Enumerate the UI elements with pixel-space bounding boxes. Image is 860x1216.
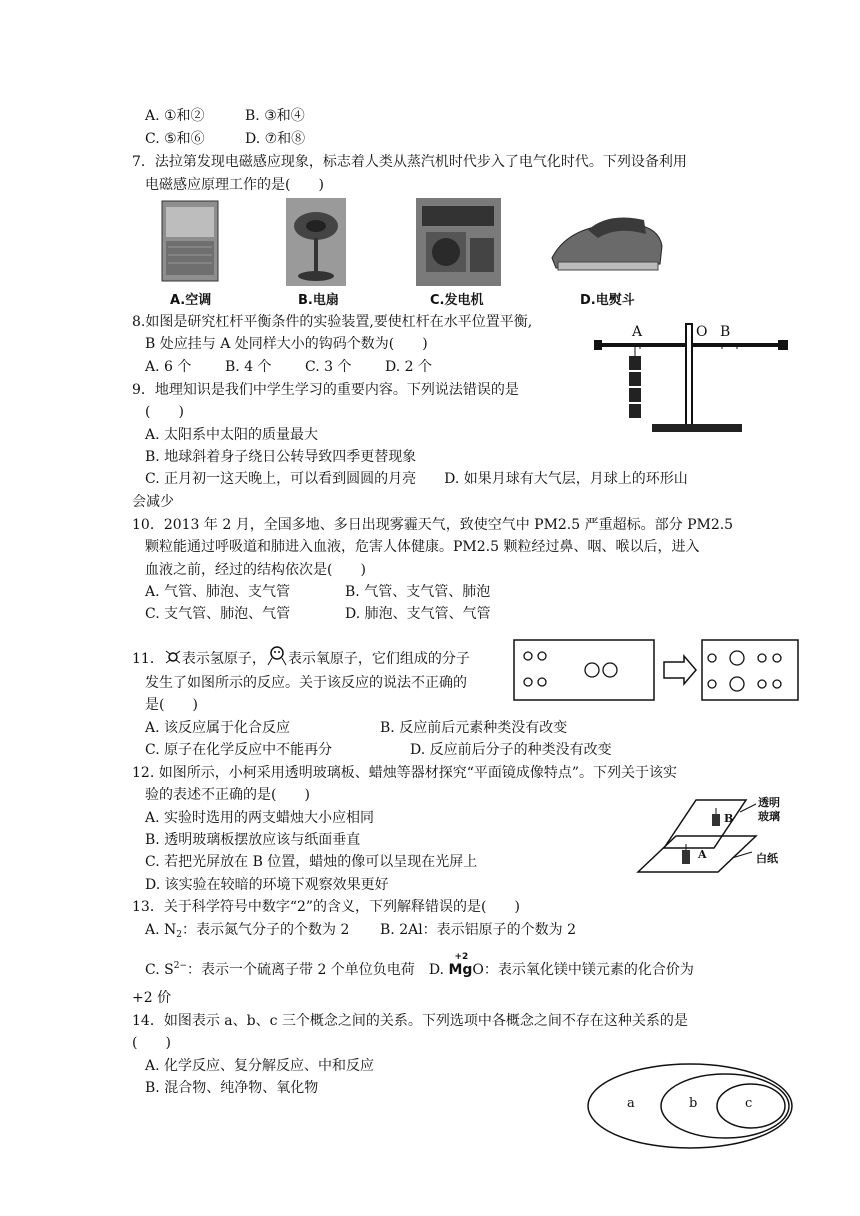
q13-stem-line1: 13．关于科学符号中数字“2”的含义，下列解释错误的是( ) — [132, 899, 520, 915]
q12-stem-line1: 12. 如图所示，小柯采用透明玻璃板、蜡烛等器材探究“平面镜成像特点”。下列关于该实 — [132, 765, 678, 781]
q14-stem-line2: ( ) — [132, 1035, 171, 1051]
q13-options-row2 — [145, 952, 694, 980]
q11-hydrogen-text: 表示氢原子， — [181, 651, 266, 667]
q12-option-a: A. 实验时选用的两支蜡烛大小应相同 — [145, 810, 375, 826]
q9-option-d-cont: 会减少 — [132, 494, 174, 510]
q13-option-c-pre: C. S — [145, 962, 174, 978]
q7-stem-line2: 电磁感应原理工作的是( ) — [145, 177, 324, 193]
q14-option-b: B. 混合物、纯净物、氧化物 — [145, 1080, 319, 1096]
q11-options-row2 — [145, 740, 612, 760]
q11-number: 11． — [132, 651, 164, 667]
q13-valence-element: Mg — [448, 962, 473, 978]
q6-option-d: D. ⑦和⑧ — [245, 131, 306, 147]
q13-option-d-cont: +2 价 — [132, 990, 172, 1006]
generator-image — [416, 198, 501, 286]
q8-options — [145, 357, 432, 377]
q13-option-a — [145, 920, 380, 945]
q13-option-a-post: ：表示氮气分子的个数为 2 — [182, 922, 350, 938]
air-conditioner-image — [160, 199, 220, 284]
q6-options-row2 — [145, 129, 305, 149]
electric-iron-image — [548, 206, 666, 276]
q12-option-d: D. 该实验在较暗的环境下观察效果更好 — [145, 877, 389, 893]
q11-option-b: B. 反应前后元素种类没有改变 — [380, 720, 568, 736]
q8-option-c: C. 3 个 — [305, 359, 352, 375]
q10-stem-line1: 10．2013 年 2 月，全国多地、多日出现雾霾天气，致使空气中 PM2.5 严重超标。部分 PM2.5 — [132, 517, 734, 533]
q13-valence-symbol — [448, 952, 473, 980]
q13-valence-top: +2 — [454, 952, 469, 962]
mirror-label-b: B — [724, 812, 734, 825]
reaction-figure — [512, 636, 800, 704]
q8-option-d: D. 2 个 — [385, 359, 432, 375]
glass-label-1: 透明 — [758, 796, 780, 809]
q10-option-a: A. 气管、肺泡、支气管 — [145, 584, 291, 600]
q9-stem-line2: ( ) — [145, 404, 184, 420]
q6-option-a: A. ①和② — [145, 108, 205, 124]
q9-stem-line1: 9．地理知识是我们中学生学习的重要内容。下列说法错误的是 — [132, 382, 519, 398]
q13-option-c-sup: 2− — [173, 961, 187, 971]
q14-stem-line1: 14．如图表示 a、b、c 三个概念之间的关系。下列选项中各概念之间不存在这种关系的是 — [132, 1013, 688, 1029]
q6-option-c: C. ⑤和⑥ — [145, 131, 205, 147]
q11-stem-line1 — [132, 645, 470, 669]
q7-caption-d: D.电熨斗 — [580, 293, 635, 308]
q6-option-b: B. ③和④ — [245, 108, 305, 124]
plane-mirror-figure — [636, 792, 796, 880]
q11-stem-line2: 发生了如图所示的反应。关于该反应的说法不正确的 — [145, 675, 467, 691]
q9-option-d: D. 如果月球有大气层，月球上的环形山 — [444, 471, 688, 487]
q11-option-c: C. 原子在化学反应中不能再分 — [145, 742, 333, 758]
q13-option-c-post: ：表示一个硫离子带 2 个单位负电荷 — [187, 962, 415, 978]
q13-option-a-sub: 2 — [176, 930, 182, 940]
q13-options-row1 — [145, 920, 576, 945]
lever-figure — [592, 320, 792, 440]
q11-stem-line3: 是( ) — [145, 697, 198, 713]
q10-option-c: C. 支气管、肺泡、气管 — [145, 606, 291, 622]
q9-option-a: A. 太阳系中太阳的质量最大 — [145, 427, 319, 443]
set-label-c: c — [745, 1096, 753, 1111]
q10-options-row2 — [145, 604, 491, 624]
q7-caption-b: B.电扇 — [298, 293, 339, 308]
q10-option-d: D. 肺泡、支气管、气管 — [345, 606, 491, 622]
q12-stem-line2: 验的表述不正确的是( ) — [145, 787, 310, 803]
q6-options-row1 — [145, 106, 305, 126]
q9-option-b: B. 地球斜着身子绕日公转导致四季更替现象 — [145, 449, 417, 465]
q9-options-cd — [145, 469, 688, 489]
hydrogen-atom-icon — [164, 649, 182, 665]
q9-option-c: C. 正月初一这天晚上，可以看到圆圆的月亮 — [145, 471, 417, 487]
q10-option-b: B. 气管、支气管、肺泡 — [345, 584, 491, 600]
lever-label-a: A — [632, 324, 643, 340]
electric-fan-image — [286, 198, 346, 286]
q10-stem-line3: 血液之前，经过的结构依次是( ) — [145, 562, 366, 578]
q11-option-d: D. 反应前后分子的种类没有改变 — [410, 742, 612, 758]
q11-oxygen-text: 表示氧原子，它们组成的分子 — [287, 651, 470, 667]
nested-sets-figure — [585, 1062, 795, 1150]
q11-option-a: A. 该反应属于化合反应 — [145, 720, 291, 736]
q13-option-d-post: O：表示氧化镁中镁元素的化合价为 — [472, 962, 694, 978]
q8-stem-line1: 8.如图是研究杠杆平衡条件的实验装置,要使杠杆在水平位置平衡, — [132, 314, 533, 330]
q7-stem-line1: 7．法拉第发现电磁感应现象，标志着人类从蒸汽机时代步入了电气化时代。下列设备利用 — [132, 154, 687, 170]
q13-option-b: B. 2Al：表示铝原子的个数为 2 — [380, 922, 577, 938]
q8-stem-line2: B 处应挂与 A 处同样大小的钩码个数为( ) — [145, 336, 428, 352]
q7-caption-c: C.发电机 — [430, 293, 484, 308]
set-label-a: a — [627, 1096, 635, 1111]
oxygen-atom-icon — [266, 645, 288, 667]
q14-option-a: A. 化学反应、复分解反应、中和反应 — [145, 1058, 375, 1074]
q13-option-d-pre: D. — [428, 962, 444, 978]
q7-caption-a: A.空调 — [170, 293, 212, 308]
q11-options-row1 — [145, 718, 567, 738]
lever-label-o: O — [696, 324, 708, 340]
q10-stem-line2: 颗粒能通过呼吸道和肺进入血液，危害人体健康。PM2.5 颗粒经过鼻、咽、喉以后，进入 — [145, 539, 700, 555]
q8-option-a: A. 6 个 — [145, 359, 192, 375]
q12-option-c: C. 若把光屏放在 B 位置，蜡烛的像可以呈现在光屏上 — [145, 854, 478, 870]
set-label-b: b — [689, 1096, 698, 1111]
mirror-label-a: A — [698, 848, 707, 861]
paper-label: 白纸 — [756, 852, 778, 865]
q13-option-a-pre: A. N — [145, 922, 177, 938]
q8-option-b: B. 4 个 — [225, 359, 272, 375]
glass-label-2: 玻璃 — [758, 810, 780, 823]
q10-options-row1 — [145, 582, 490, 602]
q12-option-b: B. 透明玻璃板摆放应该与纸面垂直 — [145, 832, 361, 848]
lever-label-b: B — [720, 324, 731, 340]
